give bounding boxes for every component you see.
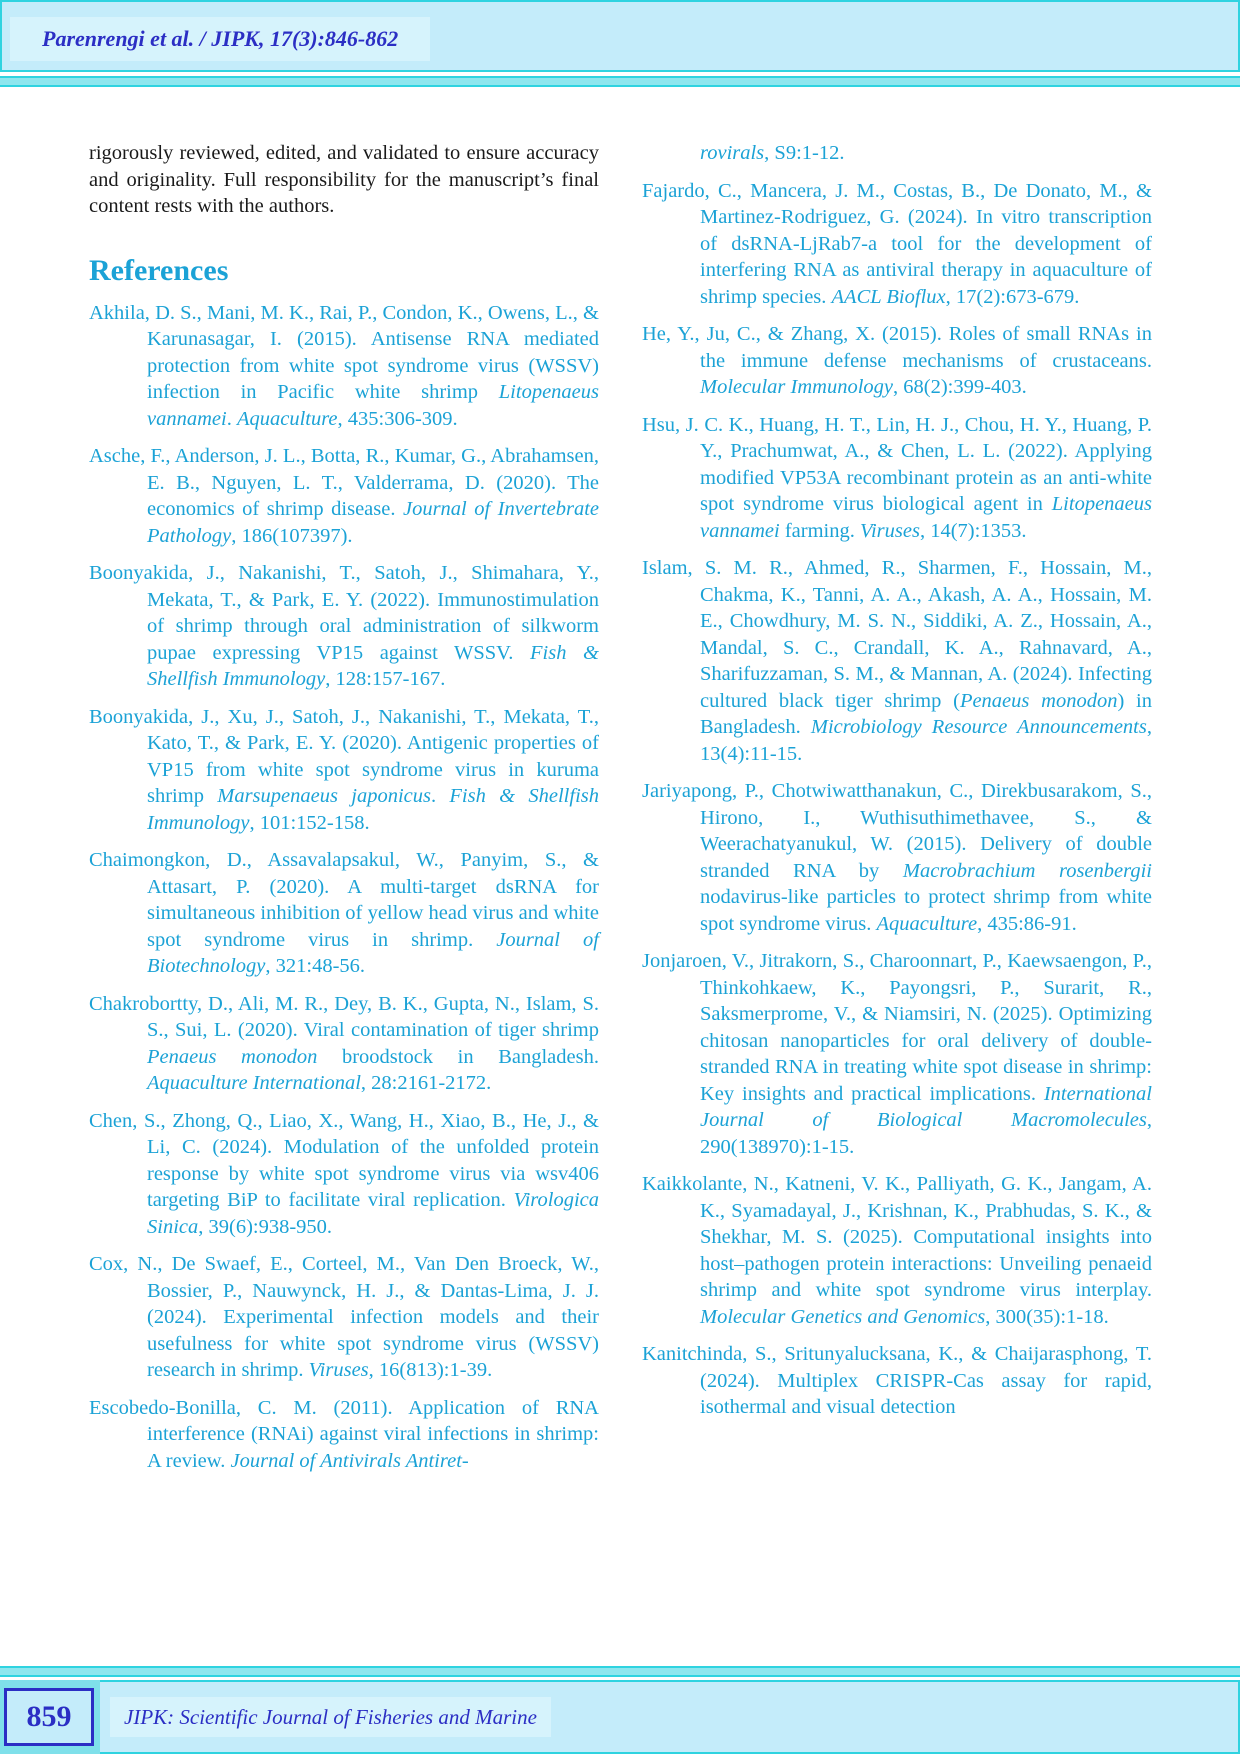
- reference-italic: Journal of Invertebrate Pathology: [147, 498, 600, 547]
- reference-italic: Journal of Antivirals Antiret-: [230, 1449, 469, 1472]
- reference-italic2: Viruses: [859, 519, 920, 542]
- reference-italic: Journal of Biotechnology: [147, 928, 599, 977]
- reference-italic: AACL Bioflux: [831, 285, 946, 308]
- reference-italic: Penaeus monodon: [959, 689, 1118, 712]
- reference-pre: Chen, S., Zhong, Q., Liao, X., Wang, H., Xiao, B., He, J., & Li, C. (2024). Modulation of the unfolded protein response by white spot syndrome virus via wsv406 targeting BiP to facilitate viral replication.: [89, 1109, 599, 1211]
- reference-post: , 290(138970):1-15.: [700, 1109, 1152, 1158]
- reference-entry: [89, 560, 599, 693]
- reference-entry: [642, 948, 1152, 1160]
- reference-mid: .: [430, 785, 450, 807]
- reference-entry: [642, 1171, 1152, 1330]
- reference-italic: Fish & Shellfish Immunology: [147, 641, 599, 690]
- reference-pre: Hsu, J. C. K., Huang, H. T., Lin, H. J., Chou, H. Y., Huang, P. Y., Prachumwat, A., & Chen, L. L. (2022). Applying modified VP53A recombinant protein as an anti-white spot syndrome virus biological agent in: [642, 413, 1152, 515]
- reference-entry: [89, 1395, 599, 1475]
- reference-post: , 16(813):1-39.: [368, 1359, 493, 1381]
- reference-pre: Kanitchinda, S., Sritunyalucksana, K., & Chaijarasphong, T. (2024). Multiplex CRISPR-Cas assay for rapid, isothermal and visual detection: [642, 1343, 1152, 1418]
- reference-pre: Chaimongkon, D., Assavalapsakul, W., Panyim, S., & Attasart, P. (2020). A multi-target dsRNA for simultaneous inhibition of yellow head virus and white spot syndrome virus in shrimp.: [89, 849, 599, 951]
- reference-post: , 300(35):1-18.: [985, 1305, 1109, 1328]
- reference-mid: farming.: [779, 519, 860, 542]
- reference-entry: [642, 555, 1152, 767]
- reference-post: , 13(4):11-15.: [700, 716, 1152, 765]
- references-heading: References: [89, 253, 229, 287]
- reference-post: , 17(2):673-679.: [945, 285, 1080, 308]
- reference-pre: Boonyakida, J., Xu, J., Satoh, J., Nakanishi, T., Mekata, T., Kato, T., & Park, E. Y. (2020). Antigenic properties of VP15 from white spot syndrome virus in kuruma shrimp: [89, 705, 599, 807]
- right-column: [642, 140, 1152, 1432]
- reference-entry: [89, 991, 599, 1097]
- reference-italic: Viruses: [308, 1359, 369, 1381]
- reference-post: , 186(107397).: [231, 524, 353, 547]
- reference-mid: nodavirus-like particles to protect shrimp from white spot syndrome virus.: [700, 886, 1152, 935]
- reference-continuation-italic: rovirals: [700, 142, 765, 164]
- reference-pre: Jonjaroen, V., Jitrakorn, S., Charoonnart, P., Kaewsaengon, P., Thinkohkaew, K., Payongsri, P., Surarit, R., Saksmerprome, V., & Niamsiri, N. (2025). Optimizing chitosan nanoparticles for oral delivery of double-stranded RNA in treating white spot disease in shrimp: Key insights and practical implications.: [642, 950, 1152, 1105]
- reference-italic: Macrobrachium rosenbergii: [902, 859, 1152, 882]
- reference-italic: Litopenaeus vannamei: [147, 381, 599, 430]
- reference-pre: Asche, F., Anderson, J. L., Botta, R., Kumar, G., Abrahamsen, E. B., Nguyen, L. T., Valderrama, D. (2020). The economics of shrimp disease.: [89, 445, 599, 520]
- reference-entry: [642, 321, 1152, 401]
- reference-entry: [89, 1108, 599, 1241]
- reference-italic: Marsupenaeus japonicus: [217, 785, 431, 807]
- reference-pre: Boonyakida, J., Nakanishi, T., Satoh, J., Shimahara, Y., Mekata, T., & Park, E. Y. (2022). Immunostimulation of shrimp through oral administration of silkworm pupae expressing VP15 against WSSV.: [89, 562, 599, 664]
- reference-pre: Kaikkolante, N., Katneni, V. K., Palliyath, G. K., Jangam, A. K., Syamadayal, J., Krishnan, K., Prabhudas, S. K., & Shekhar, M. S. (2025). Computational insights into host–pathogen protein interactions: Unveiling penaeid shrimp and white spot syndrome virus interplay.: [642, 1173, 1152, 1301]
- reference-entry: [89, 847, 599, 980]
- reference-post: , 28:2161-2172.: [360, 1072, 492, 1094]
- reference-pre: He, Y., Ju, C., & Zhang, X. (2015). Roles of small RNAs in the immune defense mechanisms of crustaceans.: [642, 323, 1152, 372]
- footer-journal-name: JIPK: Scientific Journal of Fisheries and Marine: [110, 1697, 551, 1737]
- reference-italic: International Journal of Biological Macromolecules: [700, 1082, 1152, 1131]
- reference-italic: Molecular Immunology: [700, 376, 893, 398]
- reference-entry: [642, 1341, 1152, 1421]
- running-title: Parenrengi et al. / JIPK, 17(3):846-862: [10, 17, 430, 61]
- reference-post: , 101:152-158.: [249, 811, 370, 834]
- reference-pre: Escobedo-Bonilla, C. M. (2011). Application of RNA interference (RNAi) against viral infections in shrimp: A review.: [89, 1396, 599, 1472]
- reference-pre: Islam, S. M. R., Ahmed, R., Sharmen, F., Hossain, M., Chakma, K., Tanni, A. A., Akash, A. A., Hossain, M. E., Chowdhury, M. S. N., Siddiki, A. Z., Hossain, A., Mandal, S. C., Crandall, K. A., Rahnavard, A., Sharifuzzaman, S. M., & Mannan, A. (2024). Infecting cultured black tiger shrimp (: [642, 557, 1152, 712]
- reference-mid: ) in Bangladesh.: [700, 689, 1152, 738]
- reference-entry: [642, 178, 1152, 311]
- reference-italic: Virologica Sinica: [147, 1189, 599, 1238]
- reference-italic2: Aquaculture: [876, 912, 978, 935]
- reference-post: , 435:306-309.: [337, 407, 458, 430]
- reference-post: , 435:86-91.: [977, 912, 1077, 935]
- reference-pre: Cox, N., De Swaef, E., Corteel, M., Van Den Broeck, W., Bossier, P., Nauwynck, H. J., & Dantas-Lima, J. J. (2024). Experimental infection models and their usefulness for white spot syndrome virus (WSSV) research in shrimp.: [89, 1253, 599, 1381]
- reference-italic2: Aquaculture: [236, 407, 338, 430]
- reference-continuation-text: , S9:1-12.: [764, 142, 845, 164]
- reference-entry: [89, 443, 599, 549]
- reference-italic: Molecular Genetics and Genomics: [700, 1305, 986, 1328]
- reference-entry: [89, 704, 599, 837]
- reference-entry: [89, 1251, 599, 1384]
- reference-post: , 39(6):938-950.: [198, 1215, 333, 1238]
- reference-entry: [642, 778, 1152, 937]
- reference-italic2: Microbiology Resource Announcements: [810, 716, 1147, 738]
- intro-paragraph: rigorously reviewed, edited, and validated to ensure accuracy and originality. Full responsibility for the manuscript’s final content rests with the authors.: [89, 142, 599, 217]
- reference-post: , 128:157-167.: [325, 668, 446, 690]
- reference-pre: Chakrobortty, D., Ali, M. R., Dey, B. K., Gupta, N., Islam, S. S., Sui, L. (2020). Viral contamination of tiger shrimp: [89, 992, 599, 1041]
- reference-post: , 14(7):1353.: [919, 519, 1027, 542]
- reference-italic2: Fish & Shellfish Immunology: [147, 785, 599, 834]
- reference-mid: .: [226, 407, 237, 430]
- page-number: 859: [4, 1688, 94, 1746]
- reference-entry: [89, 300, 599, 433]
- reference-pre: Jariyapong, P., Chotwiwatthanakun, C., Direkbusarakom, S., Hirono, I., Wuthisuthimethavee, S., & Weerachatyanukul, W. (2015). Delivery of double stranded RNA by: [642, 780, 1152, 882]
- reference-post: , 68(2):399-403.: [893, 376, 1027, 398]
- reference-italic: Litopenaeus vannamei: [700, 493, 1152, 542]
- reference-post: , 321:48-56.: [265, 955, 366, 977]
- footer-rule: [0, 1666, 1240, 1677]
- header-rule: [0, 76, 1240, 87]
- reference-entry: [642, 412, 1152, 545]
- reference-italic: Penaeus monodon: [147, 1045, 318, 1068]
- reference-pre: Fajardo, C., Mancera, J. M., Costas, B., De Donato, M., & Martinez-Rodriguez, G. (2024). In vitro transcription of dsRNA-LjRab7-a tool for the development of interfering RNA as antiviral therapy in aquaculture of shrimp species.: [642, 179, 1152, 308]
- references-list-right: [642, 178, 1152, 1421]
- reference-mid: broodstock in Bangladesh.: [317, 1045, 599, 1068]
- left-column: [89, 140, 599, 1485]
- references-list-left: [89, 300, 599, 1475]
- reference-italic2: Aquaculture International: [147, 1072, 361, 1094]
- reference-pre: Akhila, D. S., Mani, M. K., Rai, P., Condon, K., Owens, L., & Karunasagar, I. (2015). Antisense RNA mediated protection from white spot syndrome virus (WSSV) infection in Pacific white shrimp: [89, 301, 599, 403]
- reference-continuation: [642, 140, 1152, 167]
